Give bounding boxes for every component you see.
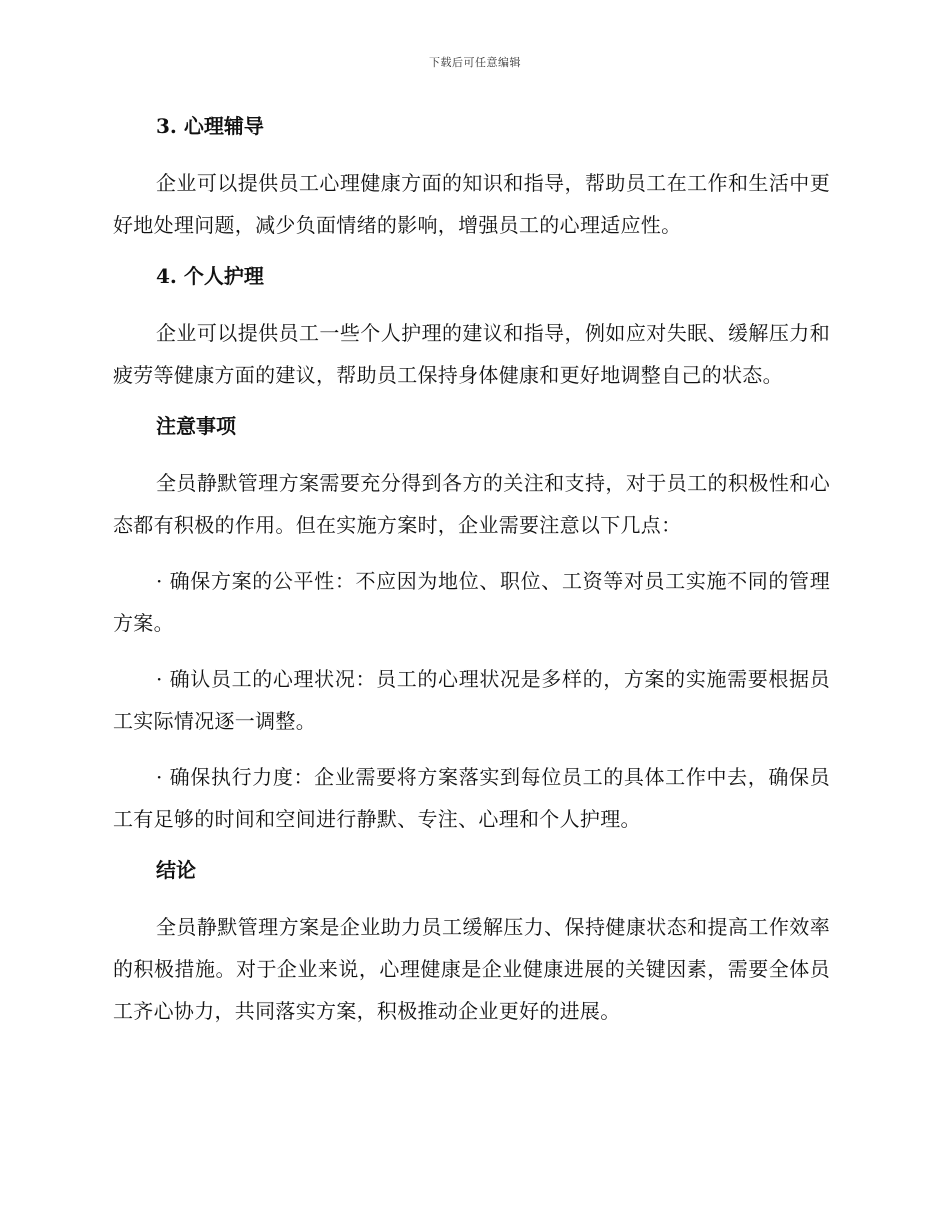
bullet-item: · 确保方案的公平性：不应因为地位、职位、工资等对员工实施不同的管理方案。	[113, 569, 830, 635]
section-heading-conclusion: 结论	[156, 858, 196, 882]
bullet-item: · 确认员工的心理状况：员工的心理状况是多样的，方案的实施需要根据员工实际情况逐一调整。	[113, 667, 830, 733]
page-header-note: 下载后可任意编辑	[429, 56, 521, 69]
paragraph: 全员静默管理方案需要充分得到各方的关注和支持，对于员工的积极性和心态都有积极的作用。但在实施方案时，企业需要注意以下几点：	[113, 471, 830, 537]
section-heading-precautions: 注意事项	[156, 414, 236, 438]
section-heading-psych-counseling: 3. 心理辅导	[156, 114, 264, 138]
section-heading-personal-care: 4. 个人护理	[156, 264, 264, 288]
paragraph: 全员静默管理方案是企业助力员工缓解压力、保持健康状态和提高工作效率的积极措施。对于企业来说，心理健康是企业健康进展的关键因素，需要全体员工齐心协力，共同落实方案，积极推动企业更好的进展。	[113, 915, 830, 1023]
paragraph: 企业可以提供员工一些个人护理的建议和指导，例如应对失眠、缓解压力和疲劳等健康方面的建议，帮助员工保持身体健康和更好地调整自己的状态。	[113, 321, 830, 387]
document-body	[113, 110, 830, 1046]
paragraph: 企业可以提供员工心理健康方面的知识和指导，帮助员工在工作和生活中更好地处理问题，减少负面情绪的影响，增强员工的心理适应性。	[113, 171, 830, 237]
bullet-item: · 确保执行力度：企业需要将方案落实到每位员工的具体工作中去，确保员工有足够的时间和空间进行静默、专注、心理和个人护理。	[113, 765, 830, 831]
